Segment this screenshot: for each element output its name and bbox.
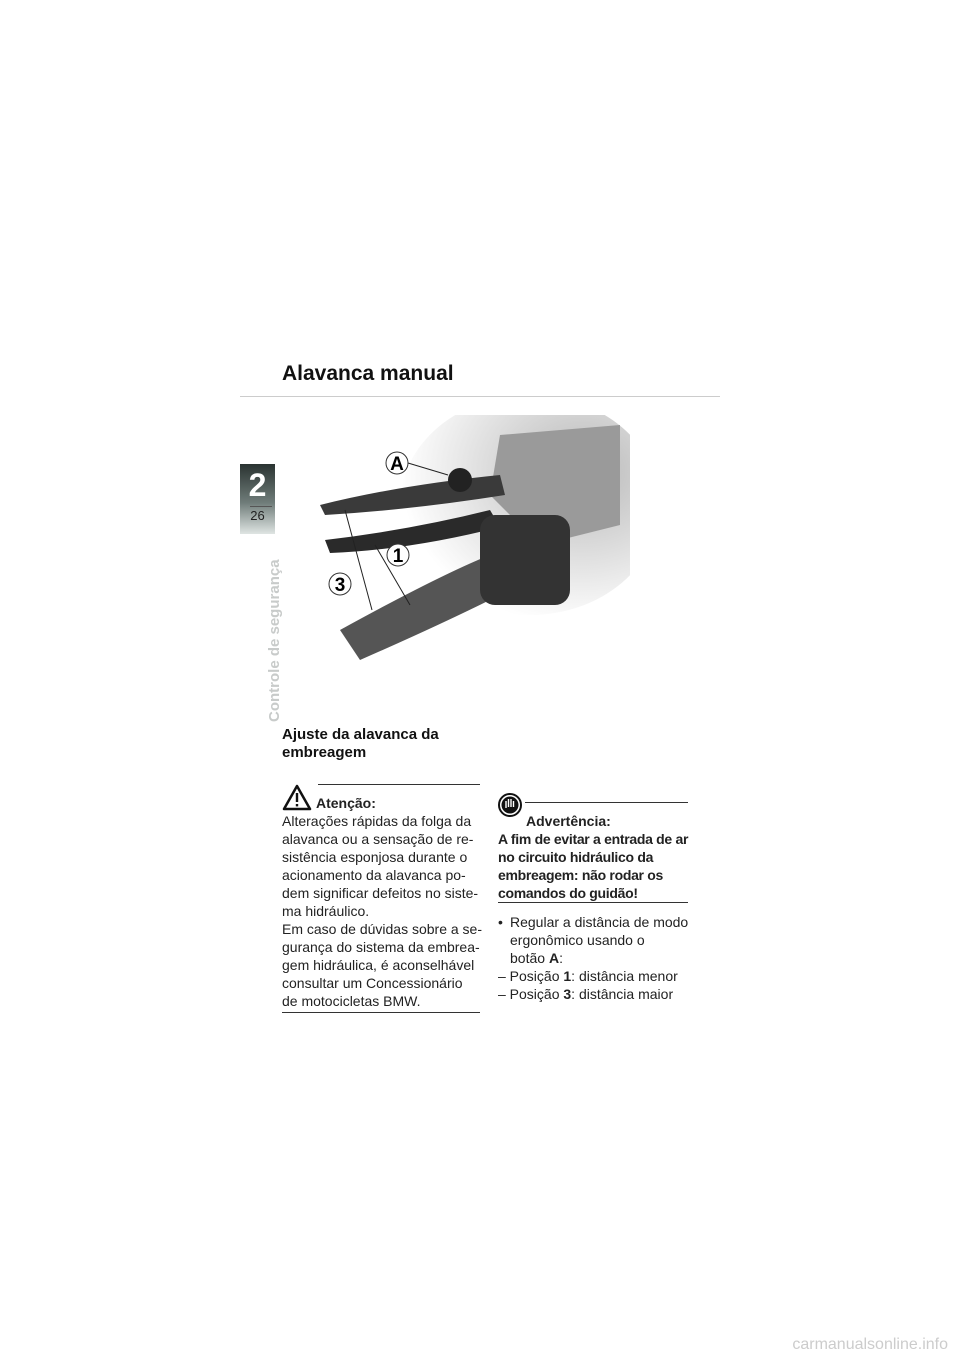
page-number: 26 [250, 508, 265, 523]
stop-hand-icon [498, 792, 522, 818]
bullet-text-prefix: botão [510, 950, 549, 966]
warning-body [498, 830, 690, 902]
watermark: carmanualsonline.info [792, 1336, 948, 1353]
pos-text: : distância menor [571, 968, 678, 984]
text-line: Alterações rápidas da folga da [282, 813, 472, 829]
text-line: alavanca ou a sensação de re- [282, 831, 474, 847]
chapter-number: 2 [248, 467, 267, 503]
pos-prefix: – Posição [498, 968, 564, 984]
caution-body [282, 812, 482, 1010]
text-line: sistência esponjosa durante o [282, 849, 468, 865]
text-line: gem hidráulica, é aconselhável [282, 957, 475, 973]
position-1-line [498, 967, 698, 985]
button-ref: A [548, 950, 560, 966]
position-3-line [498, 985, 698, 1003]
text-line: ma hidráulico. [282, 903, 370, 919]
text-line: Em caso de dúvidas sobre a se- [282, 921, 482, 937]
caution-bottom-rule [282, 1012, 480, 1013]
text-line: acionamento da alavanca po- [282, 867, 466, 883]
pos-num: 3 [563, 986, 572, 1002]
pos-num: 1 [563, 968, 572, 984]
label-3: 3 [334, 575, 346, 596]
bullet-dot: • [498, 914, 503, 930]
text-line: embreagem: não rodar os [498, 867, 664, 883]
text-line: de motocicletas BMW. [282, 993, 421, 1009]
warning-triangle-icon [282, 784, 312, 811]
page-title: Alavanca manual [282, 362, 454, 385]
adjuster-knob-a [448, 468, 472, 492]
caution-heading: Atenção: [316, 795, 376, 811]
label-1: 1 [392, 546, 404, 567]
chapter-tab-divider [250, 506, 272, 507]
bullet-item [498, 913, 698, 967]
title-divider [240, 396, 720, 397]
text-line: no circuito hidráulico da [498, 849, 654, 865]
warning-heading: Advertência: [526, 813, 611, 829]
section-subtitle: Ajuste da alavanca da embreagem [282, 726, 439, 761]
colon: : [559, 950, 563, 966]
pos-text: : distância maior [571, 986, 674, 1002]
text-line: A fim de evitar a entrada de ar [498, 831, 689, 847]
pos-prefix: – Posição [498, 986, 564, 1002]
text-line: gurança do sistema da embrea- [282, 939, 480, 955]
clutch-lever-photo [300, 415, 630, 685]
warning-bottom-rule [498, 902, 688, 903]
section-side-label: Controle de segurança [266, 559, 283, 722]
text-line: consultar um Concessionário [282, 975, 463, 991]
bullet-text [510, 913, 698, 967]
caution-top-rule [318, 784, 480, 785]
instructions [498, 913, 698, 1003]
warning-top-rule [525, 802, 688, 803]
label-a: A [390, 454, 404, 475]
text-line: dem significar defeitos no siste- [282, 885, 479, 901]
bullet-text-main: Regular a distância de modo ergonômico usando o [510, 914, 689, 948]
text-line: comandos do guidão! [498, 885, 638, 901]
